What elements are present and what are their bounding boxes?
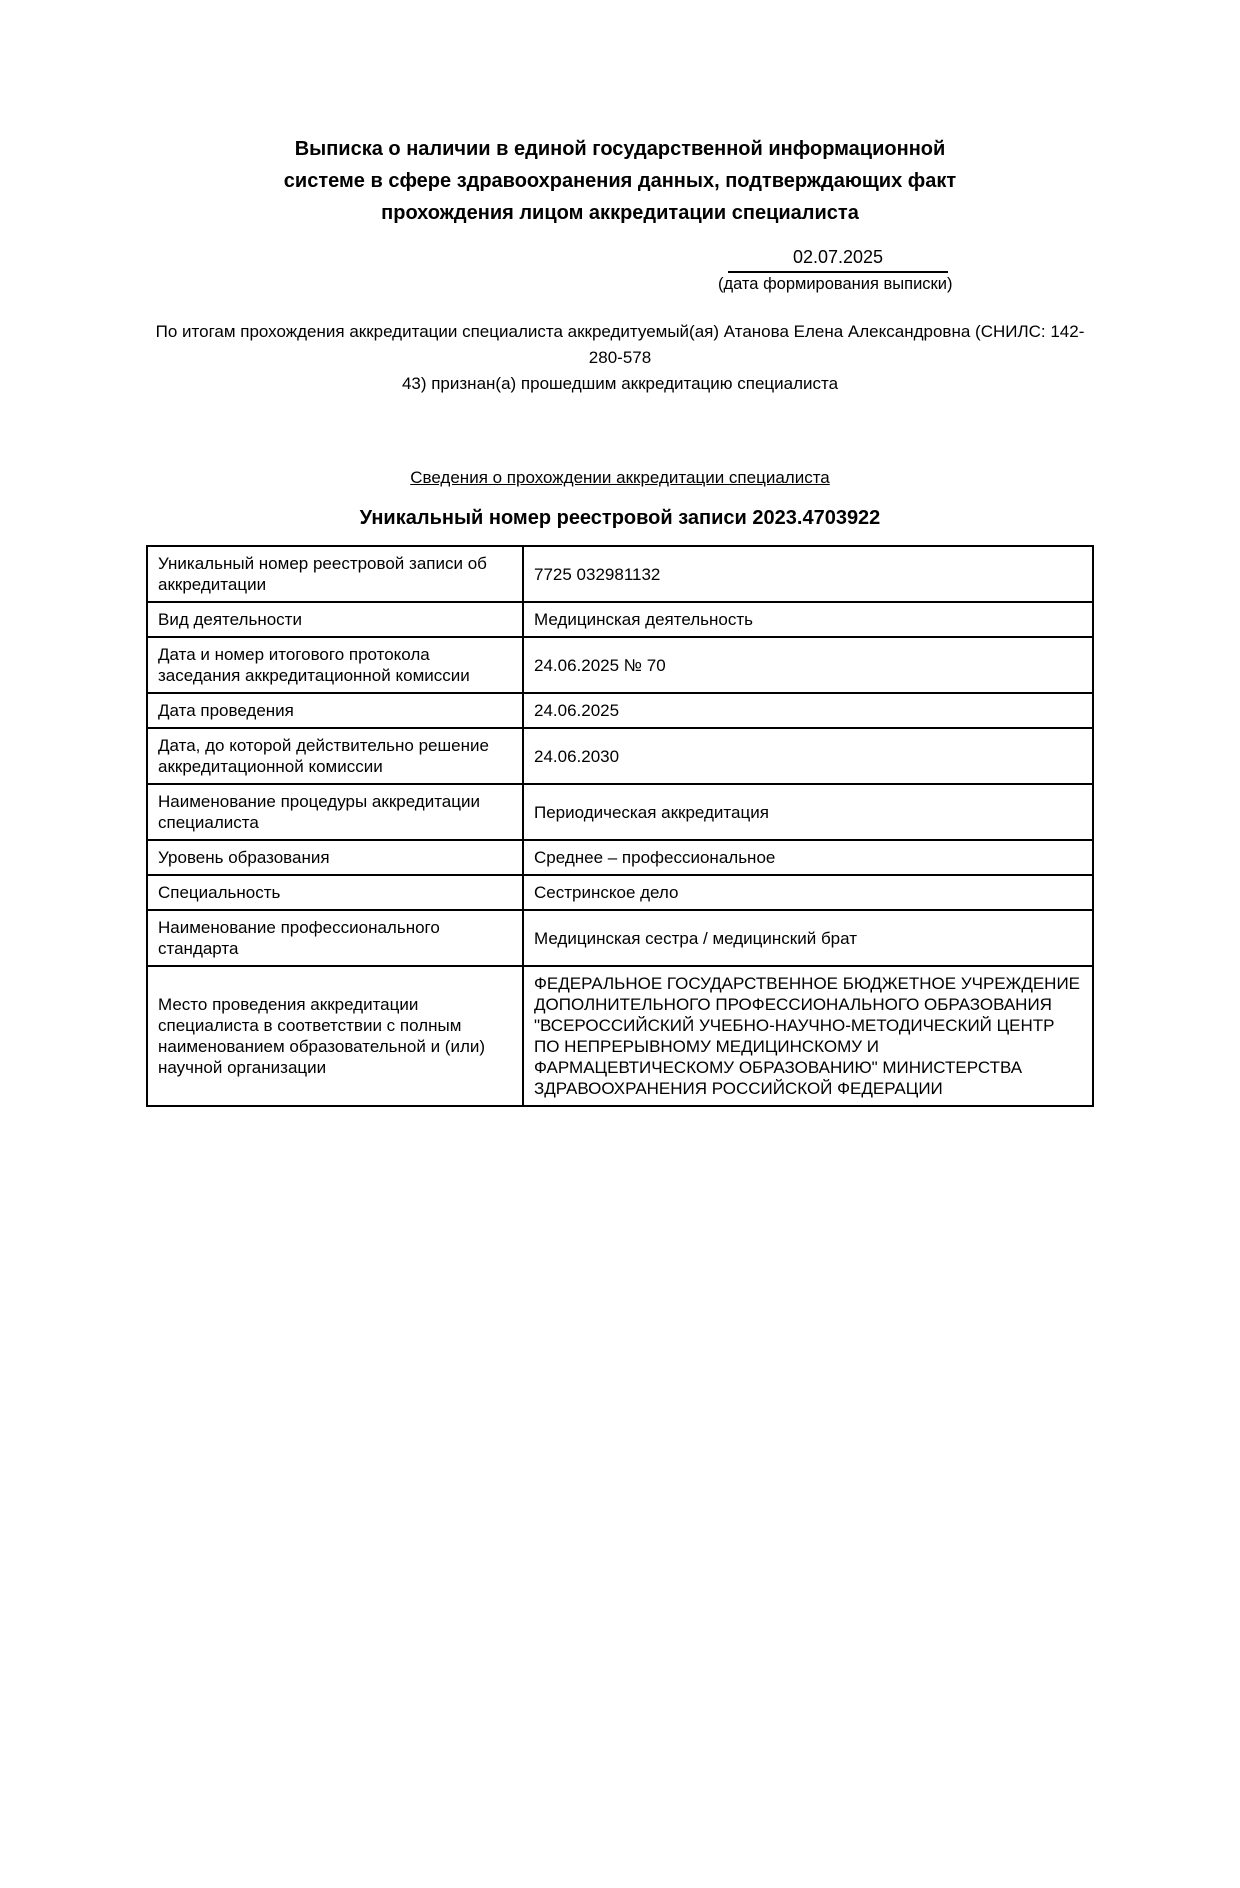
row-label: Наименование процедуры аккредитации специалиста bbox=[147, 784, 523, 840]
row-value: 24.06.2025 № 70 bbox=[523, 637, 1093, 693]
row-value: 24.06.2025 bbox=[523, 693, 1093, 728]
row-label: Уровень образования bbox=[147, 840, 523, 875]
row-value: Медицинская деятельность bbox=[523, 602, 1093, 637]
accreditation-table bbox=[146, 545, 1094, 1107]
title-line-2: системе в сфере здравоохранения данных, подтверждающих факт bbox=[283, 170, 957, 192]
section-heading: Сведения о прохождении аккредитации специалиста bbox=[410, 468, 830, 487]
row-value: Сестринское дело bbox=[523, 875, 1093, 910]
table-row bbox=[147, 546, 1093, 602]
intro-paragraph bbox=[140, 319, 1100, 397]
row-value: ФЕДЕРАЛЬНОЕ ГОСУДАРСТВЕННОЕ БЮДЖЕТНОЕ УЧРЕЖДЕНИЕ ДОПОЛНИТЕЛЬНОГО ПРОФЕССИОНАЛЬНОГО ОБРАЗОВАНИЯ "ВСЕРОССИЙСКИЙ УЧЕБНО-НАУЧНО-МЕТОДИЧЕСКИЙ ЦЕНТР ПО НЕПРЕРЫВНОМУ МЕДИЦИНСКОМУ И ФАРМАЦЕВТИЧЕСКОМУ ОБРАЗОВАНИЮ" МИНИСТЕРСТВА ЗДРАВООХРАНЕНИЯ РОССИЙСКОЙ ФЕДЕРАЦИИ bbox=[523, 966, 1093, 1106]
title-line-1: Выписка о наличии в единой государственной информационной bbox=[294, 138, 946, 160]
row-label: Специальность bbox=[147, 875, 523, 910]
table-row bbox=[147, 840, 1093, 875]
row-value: Медицинская сестра / медицинский брат bbox=[523, 910, 1093, 966]
row-value: Среднее – профессиональное bbox=[523, 840, 1093, 875]
title-line-3: прохождения лицом аккредитации специалиста bbox=[381, 202, 859, 224]
intro-line-2: 43) признан(а) прошедшим аккредитацию специалиста bbox=[401, 374, 839, 393]
table-row bbox=[147, 693, 1093, 728]
accreditation-table-body bbox=[147, 546, 1093, 1106]
table-row bbox=[147, 602, 1093, 637]
table-row bbox=[147, 637, 1093, 693]
issue-date-block bbox=[718, 245, 953, 295]
table-row bbox=[147, 966, 1093, 1106]
row-value: 24.06.2030 bbox=[523, 728, 1093, 784]
row-label: Уникальный номер реестровой записи об аккредитации bbox=[147, 546, 523, 602]
table-row bbox=[147, 875, 1093, 910]
row-label: Дата и номер итогового протокола заседания аккредитационной комиссии bbox=[147, 637, 523, 693]
document-page bbox=[0, 133, 1240, 1888]
row-label: Дата проведения bbox=[147, 693, 523, 728]
row-label: Наименование профессионального стандарта bbox=[147, 910, 523, 966]
table-row bbox=[147, 728, 1093, 784]
row-label: Дата, до которой действительно решение аккредитационной комиссии bbox=[147, 728, 523, 784]
issue-date-caption: (дата формирования выписки) bbox=[718, 275, 953, 293]
issue-date-value: 02.07.2025 bbox=[728, 245, 948, 273]
registry-number-heading: Уникальный номер реестровой записи 2023.4703922 bbox=[359, 507, 881, 529]
row-value: Периодическая аккредитация bbox=[523, 784, 1093, 840]
row-value: 7725 032981132 bbox=[523, 546, 1093, 602]
row-label: Вид деятельности bbox=[147, 602, 523, 637]
intro-line-1: По итогам прохождения аккредитации специалиста аккредитуемый(ая) Атанова Елена Александровна (СНИЛС: 142-280-578 bbox=[155, 322, 1085, 367]
row-label: Место проведения аккредитации специалиста в соответствии с полным наименованием образовательной и (или) научной организации bbox=[147, 966, 523, 1106]
table-row bbox=[147, 784, 1093, 840]
table-row bbox=[147, 910, 1093, 966]
document-title bbox=[240, 133, 1000, 229]
